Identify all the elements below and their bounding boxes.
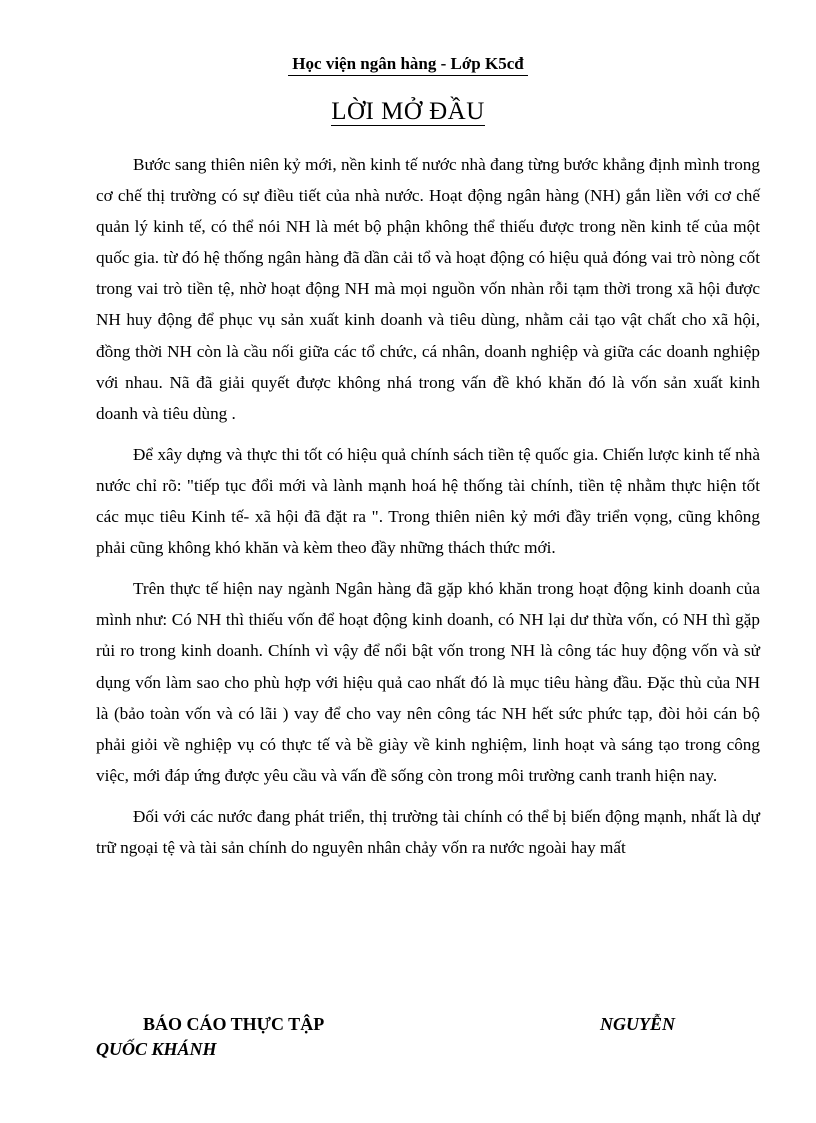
header-text: Học viện ngân hàng - Lớp K5cđ <box>288 54 527 76</box>
paragraph-4: Đối với các nước đang phát triển, thị trường tài chính có thể bị biến động mạnh, nhất là dự trữ ngoại tệ và tài sản chính do nguyên nhân chảy vốn ra nước ngoài hay mất <box>96 806 760 857</box>
title-text: LỜI MỞ ĐẦU <box>331 98 485 125</box>
page-header <box>0 54 816 74</box>
document-body <box>96 149 760 863</box>
footer-author-rest: QUỐC KHÁNH <box>96 1039 217 1059</box>
footer-author-first: NGUYỄN <box>600 1014 675 1034</box>
footer-report-label: BÁO CÁO THỰC TẬP <box>143 1014 325 1034</box>
document-title <box>0 98 816 126</box>
paragraph-3: Trên thực tế hiện nay ngành Ngân hàng đã gặp khó khăn trong hoạt động kinh doanh của mình như: Có NH thì thiếu vốn để hoạt động kinh doanh, có NH lại dư thừa vốn, có NH thì gặp rủi ro trong kinh doanh. Chính vì vậy để nổi bật vốn trong NH là công tác huy động vốn và sử dụng vốn làm sao cho phù hợp với hiệu quả cao nhất đó là mục tiêu hàng đầu. Đặc thù của NH là (bảo toàn vốn và có lãi ) vay để cho vay nên công tác NH hết sức phức tạp, đòi hỏi cán bộ phải giỏi về nghiệp vụ có thực tế và bề giày về kinh nghiệm, linh hoạt và sáng tạo trong công việc, mới đáp ứng được yêu cầu và vấn đề sống còn trong môi trường canh tranh hiện nay. <box>96 579 760 785</box>
paragraph-2: Để xây dựng và thực thi tốt có hiệu quả chính sách tiền tệ quốc gia. Chiến lược kinh tế nhà nước chỉ rõ: "tiếp tục đổi mới và lành mạnh hoá hệ thống tài chính, tiền tệ nhằm thực hiện tốt các mục tiêu Kinh tế- xã hội đã đặt ra ". Trong thiên niên kỷ mới đầy triển vọng, cũng không phải cũng không khó khăn và kèm theo đầy những thách thức mới. <box>96 444 760 558</box>
paragraph-1: Bước sang thiên niên kỷ mới, nền kinh tế nước nhà đang từng bước khẳng định mình trong cơ chế thị trường có sự điều tiết của nhà nước. Hoạt động ngân hàng (NH) gắn liền với cơ chế quản lý kinh tế, có thể nói NH là mét bộ phận không thể thiếu được trong nền kinh tế của một quốc gia. từ đó hệ thống ngân hàng đã dần cải tổ và hoạt động có hiệu quả đóng vai trò nòng cốt trong vai trò tiền tệ, nhờ hoạt động NH mà mọi nguồn vốn nhàn rỗi tạm thời trong xã hội được NH huy động để phục vụ sản xuất kinh doanh và tiêu dùng, nhằm cải tạo vật chất cho xã hội, đồng thời NH còn là cầu nối giữa các tổ chức, cá nhân, doanh nghiệp và giữa các doanh nghiệp với nhau. Nã đã giải quyết được không nhá trong vấn đề khó khăn đó là vốn sản xuất kinh doanh và tiêu dùng . <box>96 155 760 423</box>
